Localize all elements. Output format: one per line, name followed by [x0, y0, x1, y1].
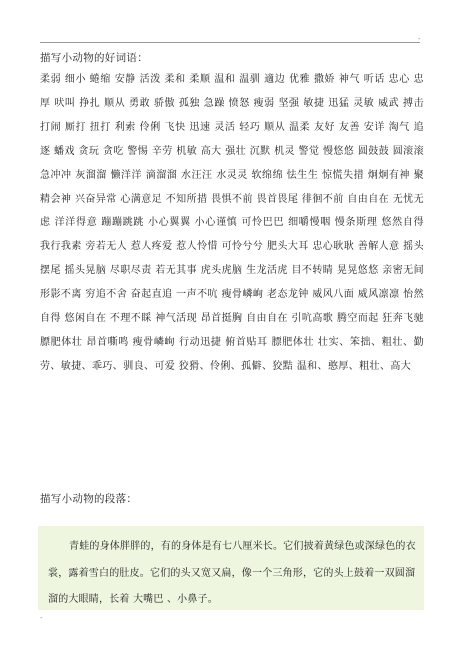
header-corner-mark: -	[418, 35, 421, 43]
section-heading-paragraph: 描写小动物的段落：	[40, 493, 138, 505]
paragraph-box	[38, 526, 424, 610]
vocabulary-word-list: 柔弱 细小 蜷缩 安静 活泼 柔和 柔顺 温和 温驯 適边 优雅 撒娇 神气 听话 忠心 忠厚 吠叫 挣扎 顺从 勇敢 骄傲 孤独 急躁 愤怒 瘦弱 坚强 敏捷 迅猛 灵敏 威武 搏击 打闹 厮打 扭打 利索 伶俐 飞快 迅速 灵活 轻巧 顺从 温柔 友好 友善 安详 淘气 追逐 蟠戏 贪玩 贪吃 警惕 辛劳 机敏 高大 强壮 沉默 机灵 警觉 慢悠悠 圆鼓鼓 圆滚滚 急冲冲 灰溜溜 懒洋洋 滴溜溜 水汪汪 水灵灵 软绵绵 怯生生 惊慌失措 炯炯有神 聚精会神 兴奋异常 心满意足 不知所措 畏惧不前 畏首畏尾 徘徊不前 自由自在 无忧无虑 洋洋得意 蹦蹦跳跳 小心翼翼 小心谨慎 可怜巴巴 细嚼慢咽 慢条斯理 悠然自得 我行我素 旁若无人 惹人疼爱 惹人怜惜 可怜兮兮 肥头大耳 忠心耿耿 善解人意 摇头摆尾 摇头晃脑 尽职尽责 若无其事 虎头虎脑 生龙活虎 目不转睛 晃晃悠悠 亲密无间 形影不离 穷追不舍 奋起直追 一声不吭 瘦骨嶙峋 老态龙钟 威风八面 威风凛凛 怡然自得 悠闲自在 不理不睬 神气活现 昂首挺胸 自由自在 引吭高歌 腾空而起 狂奔飞驰 膘肥体壮 昂首嘶鸣 瘦骨嶙峋 行动迅捷 俯首贴耳 膘肥体壮 壮实、笨拙、粗壮、勤劳、敏捷、乖巧、驯良、可爱 狡猾、伶俐、孤僻、狡黠 温和、憨厚、粗壮、高大	[40, 74, 424, 372]
section-heading-vocabulary: 描写小动物的好词语：	[40, 52, 148, 64]
footer-corner-mark: -	[40, 614, 43, 622]
header-rule	[40, 42, 420, 43]
frog-paragraph: 青蛙的身体胖胖的，有的身体是有七八厘米长。它们披着黄绿色或深绿色的衣裳，露着雪白的肚皮。它们的头又宽又扁，像一个三角形，它的头上鼓着一双圆溜溜的大眼睛，长着 大嘴巴 、小鼻子。	[48, 541, 416, 605]
